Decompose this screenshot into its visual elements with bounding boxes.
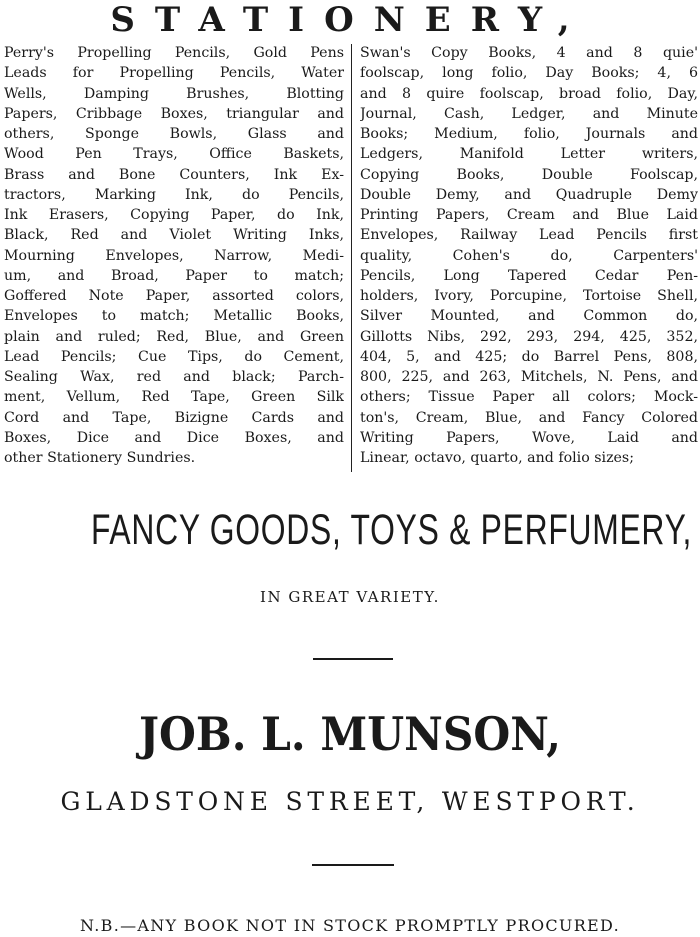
column-line: Swan's Copy Books, 4 and 8 quie' <box>360 45 698 61</box>
column-line: Papers, Cribbage Boxes, triangular and <box>4 105 344 122</box>
column-line: ton's, Cream, Blue, and Fancy Colored <box>360 409 698 426</box>
column-line: Pencils, Long Tapered Cedar Pen- <box>360 267 698 284</box>
column-line: Envelopes to match; Metallic Books, <box>4 308 344 325</box>
column-line: plain and ruled; Red, Blue, and Green <box>4 328 344 345</box>
column-line: Copying Books, Double Foolscap, <box>360 166 698 183</box>
column-line: Boxes, Dice and Dice Boxes, and <box>4 429 344 446</box>
column-line: Silver Mounted, and Common do, <box>360 308 698 325</box>
column-line: Goffered Note Paper, assorted colors, <box>4 288 344 304</box>
column-line: Journal, Cash, Ledger, and Minute <box>360 105 698 122</box>
column-line: Printing Papers, Cream and Blue Laid <box>360 207 698 223</box>
footer-note: N.B.—ANY BOOK NOT IN STOCK PROMPTLY PROCURED. <box>80 916 620 935</box>
divider-rule-top <box>313 658 393 660</box>
column-line: Mourning Envelopes, Narrow, Medi- <box>4 247 344 264</box>
column-line: Black, Red and Violet Writing Inks, <box>4 227 344 244</box>
column-line: Lead Pencils; Cue Tips, do Cement, <box>4 348 344 365</box>
column-line: Leads for Propelling Pencils, Water <box>4 65 344 82</box>
column-line: holders, Ivory, Porcupine, Tortoise Shell, <box>360 288 698 304</box>
fancy-goods-heading: FANCY GOODS, TOYS & PERFUMERY, <box>91 506 693 554</box>
column-line: and 8 quire foolscap, broad folio, Day, <box>360 85 698 102</box>
column-line: others; Tissue Paper all colors; Mock- <box>360 389 698 406</box>
column-line: Double Demy, and Quadruple Demy <box>360 186 698 203</box>
column-divider <box>351 44 352 472</box>
column-line: 404, 5, and 425; do Barrel Pens, 808, <box>360 348 698 365</box>
column-line: other Stationery Sundries. <box>4 450 196 466</box>
column-line: Wells, Damping Brushes, Blotting <box>4 85 344 102</box>
column-line: Ledgers, Manifold Letter writers, <box>360 146 698 163</box>
stationery-column-left <box>4 43 344 468</box>
variety-subheading: IN GREAT VARIETY. <box>260 588 440 606</box>
stationery-column-right <box>360 43 698 468</box>
column-line: Writing Papers, Wove, Laid and <box>360 429 698 446</box>
column-line: tractors, Marking Ink, do Pencils, <box>4 186 344 203</box>
column-line: quality, Cohen's do, Carpenters' <box>360 247 698 264</box>
column-line: others, Sponge Bowls, Glass and <box>4 126 344 142</box>
page-title: STATIONERY, <box>110 0 590 40</box>
column-line: 800, 225, and 263, Mitchels, N. Pens, and <box>360 369 698 385</box>
column-line: Wood Pen Trays, Office Baskets, <box>4 146 344 163</box>
column-line: Linear, octavo, quarto, and folio sizes; <box>360 450 634 466</box>
column-line: Gillotts Nibs, 292, 293, 294, 425, 352, <box>360 328 698 345</box>
column-line: Ink Erasers, Copying Paper, do Ink, <box>4 207 344 223</box>
column-line: ment, Vellum, Red Tape, Green Silk <box>4 389 344 406</box>
divider-rule-bottom <box>312 864 394 866</box>
proprietor-address: GLADSTONE STREET, WESTPORT. <box>60 787 640 816</box>
column-line: foolscap, long folio, Day Books; 4, 6 <box>360 65 698 82</box>
column-line: Envelopes, Railway Lead Pencils first <box>360 227 698 244</box>
column-line: Cord and Tape, Bizigne Cards and <box>4 409 344 426</box>
column-line: Books; Medium, folio, Journals and <box>360 126 698 142</box>
proprietor-name: JOB. L. MUNSON, <box>139 707 561 761</box>
column-line: Perry's Propelling Pencils, Gold Pens <box>4 45 344 61</box>
column-line: um, and Broad, Paper to match; <box>4 267 344 284</box>
column-line: Brass and Bone Counters, Ink Ex- <box>4 166 344 183</box>
column-line: Sealing Wax, red and black; Parch- <box>4 369 344 385</box>
